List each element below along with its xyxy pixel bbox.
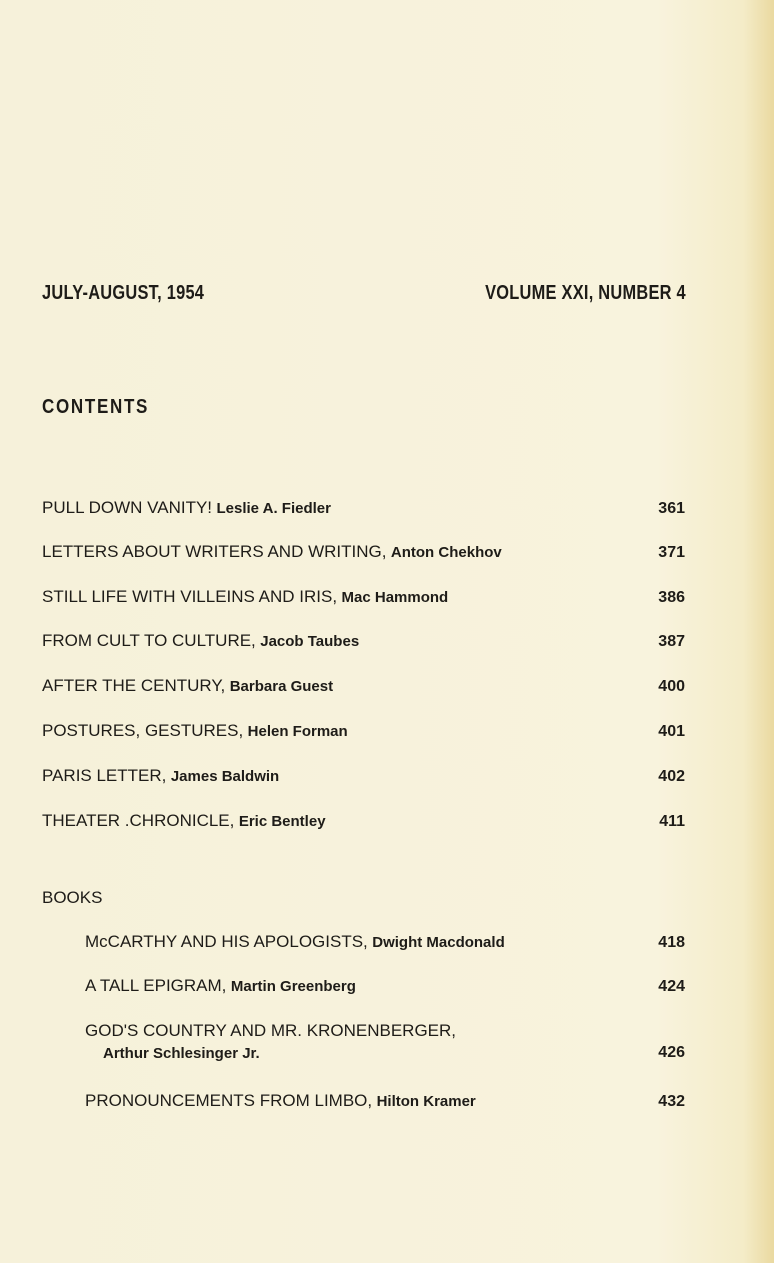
entry-title: GOD'S COUNTRY AND MR. KRONENBERGER, [85, 1021, 457, 1040]
volume-number: VOLUME XXI, NUMBER 4 [485, 282, 686, 304]
entry-page: 361 [658, 500, 685, 517]
entry-author: Barbara Guest [229, 678, 334, 695]
entry-author: Arthur Schlesinger Jr. [103, 1045, 260, 1062]
entry-title: PRONOUNCEMENTS FROM LIMBO, [85, 1091, 373, 1110]
toc-entry [42, 811, 685, 831]
toc-entry [42, 587, 685, 607]
entry-author: Leslie A. Fiedler [216, 500, 331, 517]
entry-author: Martin Greenberg [230, 978, 356, 995]
contents-heading: CONTENTS [42, 396, 150, 418]
entry-author: James Baldwin [170, 768, 280, 785]
entry-page: 371 [658, 544, 685, 561]
entry-page: 426 [658, 1044, 685, 1061]
toc-entry [42, 498, 685, 518]
entry-page: 386 [658, 589, 685, 606]
entry-page: 400 [658, 678, 685, 695]
book-entry [85, 1091, 685, 1111]
issue-date: JULY-AUGUST, 1954 [42, 282, 205, 304]
entry-title: POSTURES, GESTURES, [42, 721, 244, 740]
entry-page: 411 [659, 813, 685, 830]
entry-author: Eric Bentley [238, 813, 326, 830]
entry-title: THEATER .CHRONICLE, [42, 811, 235, 830]
toc-entry [42, 542, 685, 562]
book-entry [85, 932, 685, 952]
entry-author: Dwight Macdonald [372, 934, 505, 951]
entry-page: 418 [658, 934, 685, 951]
entry-author: Hilton Kramer [376, 1093, 476, 1110]
entry-page: 402 [658, 768, 685, 785]
book-entry [85, 976, 685, 996]
entry-title: PARIS LETTER, [42, 766, 167, 785]
entry-title: McCARTHY AND HIS APOLOGISTS, [85, 932, 368, 951]
book-entry [85, 1021, 685, 1062]
entry-author: Helen Forman [247, 723, 348, 740]
entry-title: AFTER THE CENTURY, [42, 676, 226, 695]
toc-entry [42, 721, 685, 741]
toc-entry [42, 766, 685, 786]
entry-page: 424 [658, 978, 685, 995]
entry-page: 432 [658, 1093, 685, 1110]
entry-author: Anton Chekhov [390, 544, 502, 561]
entry-title: A TALL EPIGRAM, [85, 976, 227, 995]
entry-author: Mac Hammond [341, 589, 449, 606]
entry-title: LETTERS ABOUT WRITERS AND WRITING, [42, 542, 387, 561]
entry-page: 401 [658, 723, 685, 740]
books-heading: BOOKS [42, 888, 103, 907]
entry-title: PULL DOWN VANITY! [42, 498, 213, 517]
toc-entry [42, 631, 685, 651]
entry-title: FROM CULT TO CULTURE, [42, 631, 256, 650]
entry-title: STILL LIFE WITH VILLEINS AND IRIS, [42, 587, 338, 606]
toc-entry [42, 676, 685, 696]
entry-author: Jacob Taubes [260, 633, 360, 650]
entry-page: 387 [658, 633, 685, 650]
